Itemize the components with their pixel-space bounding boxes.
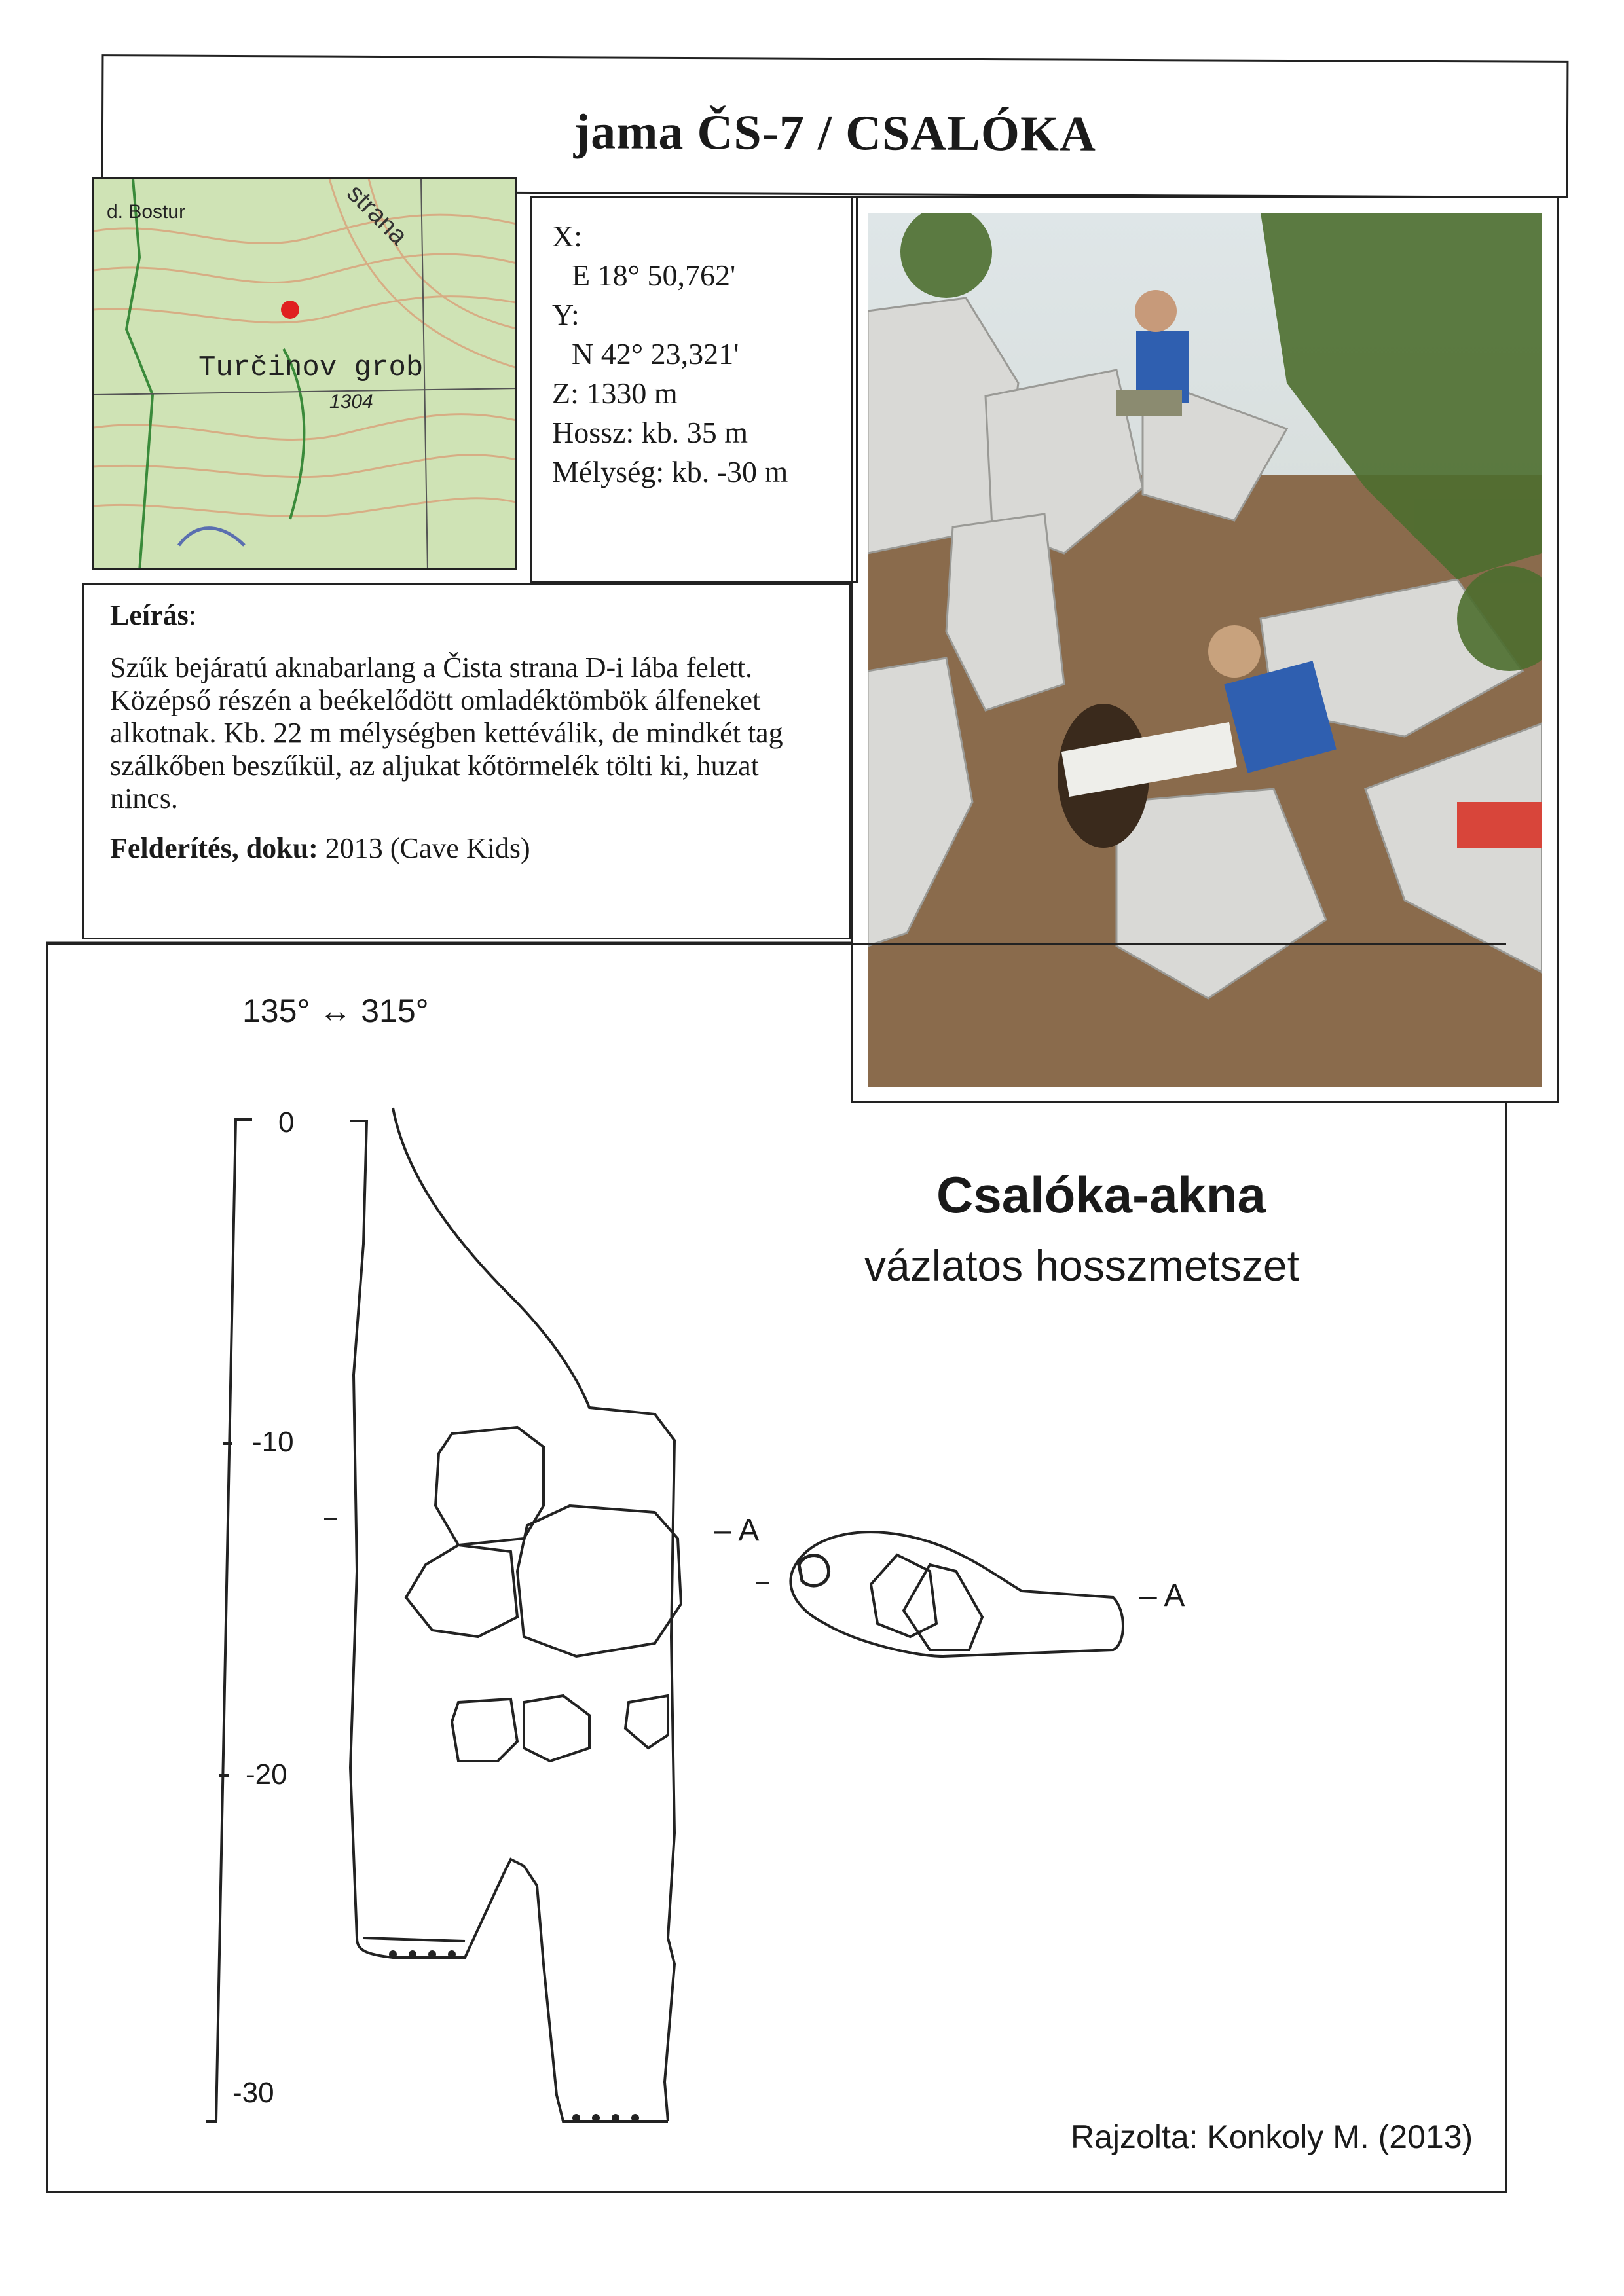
survey-direction: 135° ↔ 315° <box>242 993 429 1029</box>
survey-subtitle: vázlatos hosszmetszet <box>864 1241 1299 1290</box>
description-heading: Leírás: <box>110 599 196 631</box>
z-value: Z: 1330 m <box>552 376 678 410</box>
exploration-value: 2013 (Cave Kids) <box>318 832 530 864</box>
map-label-elevation: 1304 <box>329 391 373 412</box>
x-value: E 18° 50,762' <box>572 259 736 292</box>
exploration-label: Felderítés, doku: <box>110 832 318 864</box>
section-label-left: – A <box>714 1513 760 1548</box>
y-label: Y: <box>552 298 580 331</box>
map-label-bostur: d. Bostur <box>107 201 186 223</box>
depth-scale-axis <box>206 1120 252 2121</box>
y-value: N 42° 23,321' <box>572 337 739 371</box>
length-value: Hossz: kb. 35 m <box>552 416 748 449</box>
depth-value: Mélység: kb. -30 m <box>552 455 788 488</box>
scale-label-0: 0 <box>278 1106 295 1139</box>
description-text: Szűk bejáratú aknabarlang a Čista strana D-i lába felett. Középső részén a beékelődött omladéktömbök álfeneket alkotnak. Kb. 22 m mélységben kettéválik, de mindkét tag szálkőben beszűkül, az aljukat kőtörmelék tölti ki, huzat nincs. <box>110 651 783 814</box>
survey-title: Csalóka-akna <box>936 1166 1266 1224</box>
x-label: X: <box>552 219 582 253</box>
scale-label-10: -10 <box>252 1426 294 1458</box>
map-label-strana: strana <box>341 179 414 251</box>
page-title: jama ČS-7 / CSALÓKA <box>573 103 1097 162</box>
scale-label-20: -20 <box>246 1758 287 1791</box>
map-label-turcinov: Turčinov grob <box>198 352 424 384</box>
drawn-by: Rajzolta: Konkoly M. (2013) <box>1071 2119 1473 2155</box>
scale-label-30: -30 <box>232 2077 274 2109</box>
section-label-right: – A <box>1139 1578 1185 1613</box>
